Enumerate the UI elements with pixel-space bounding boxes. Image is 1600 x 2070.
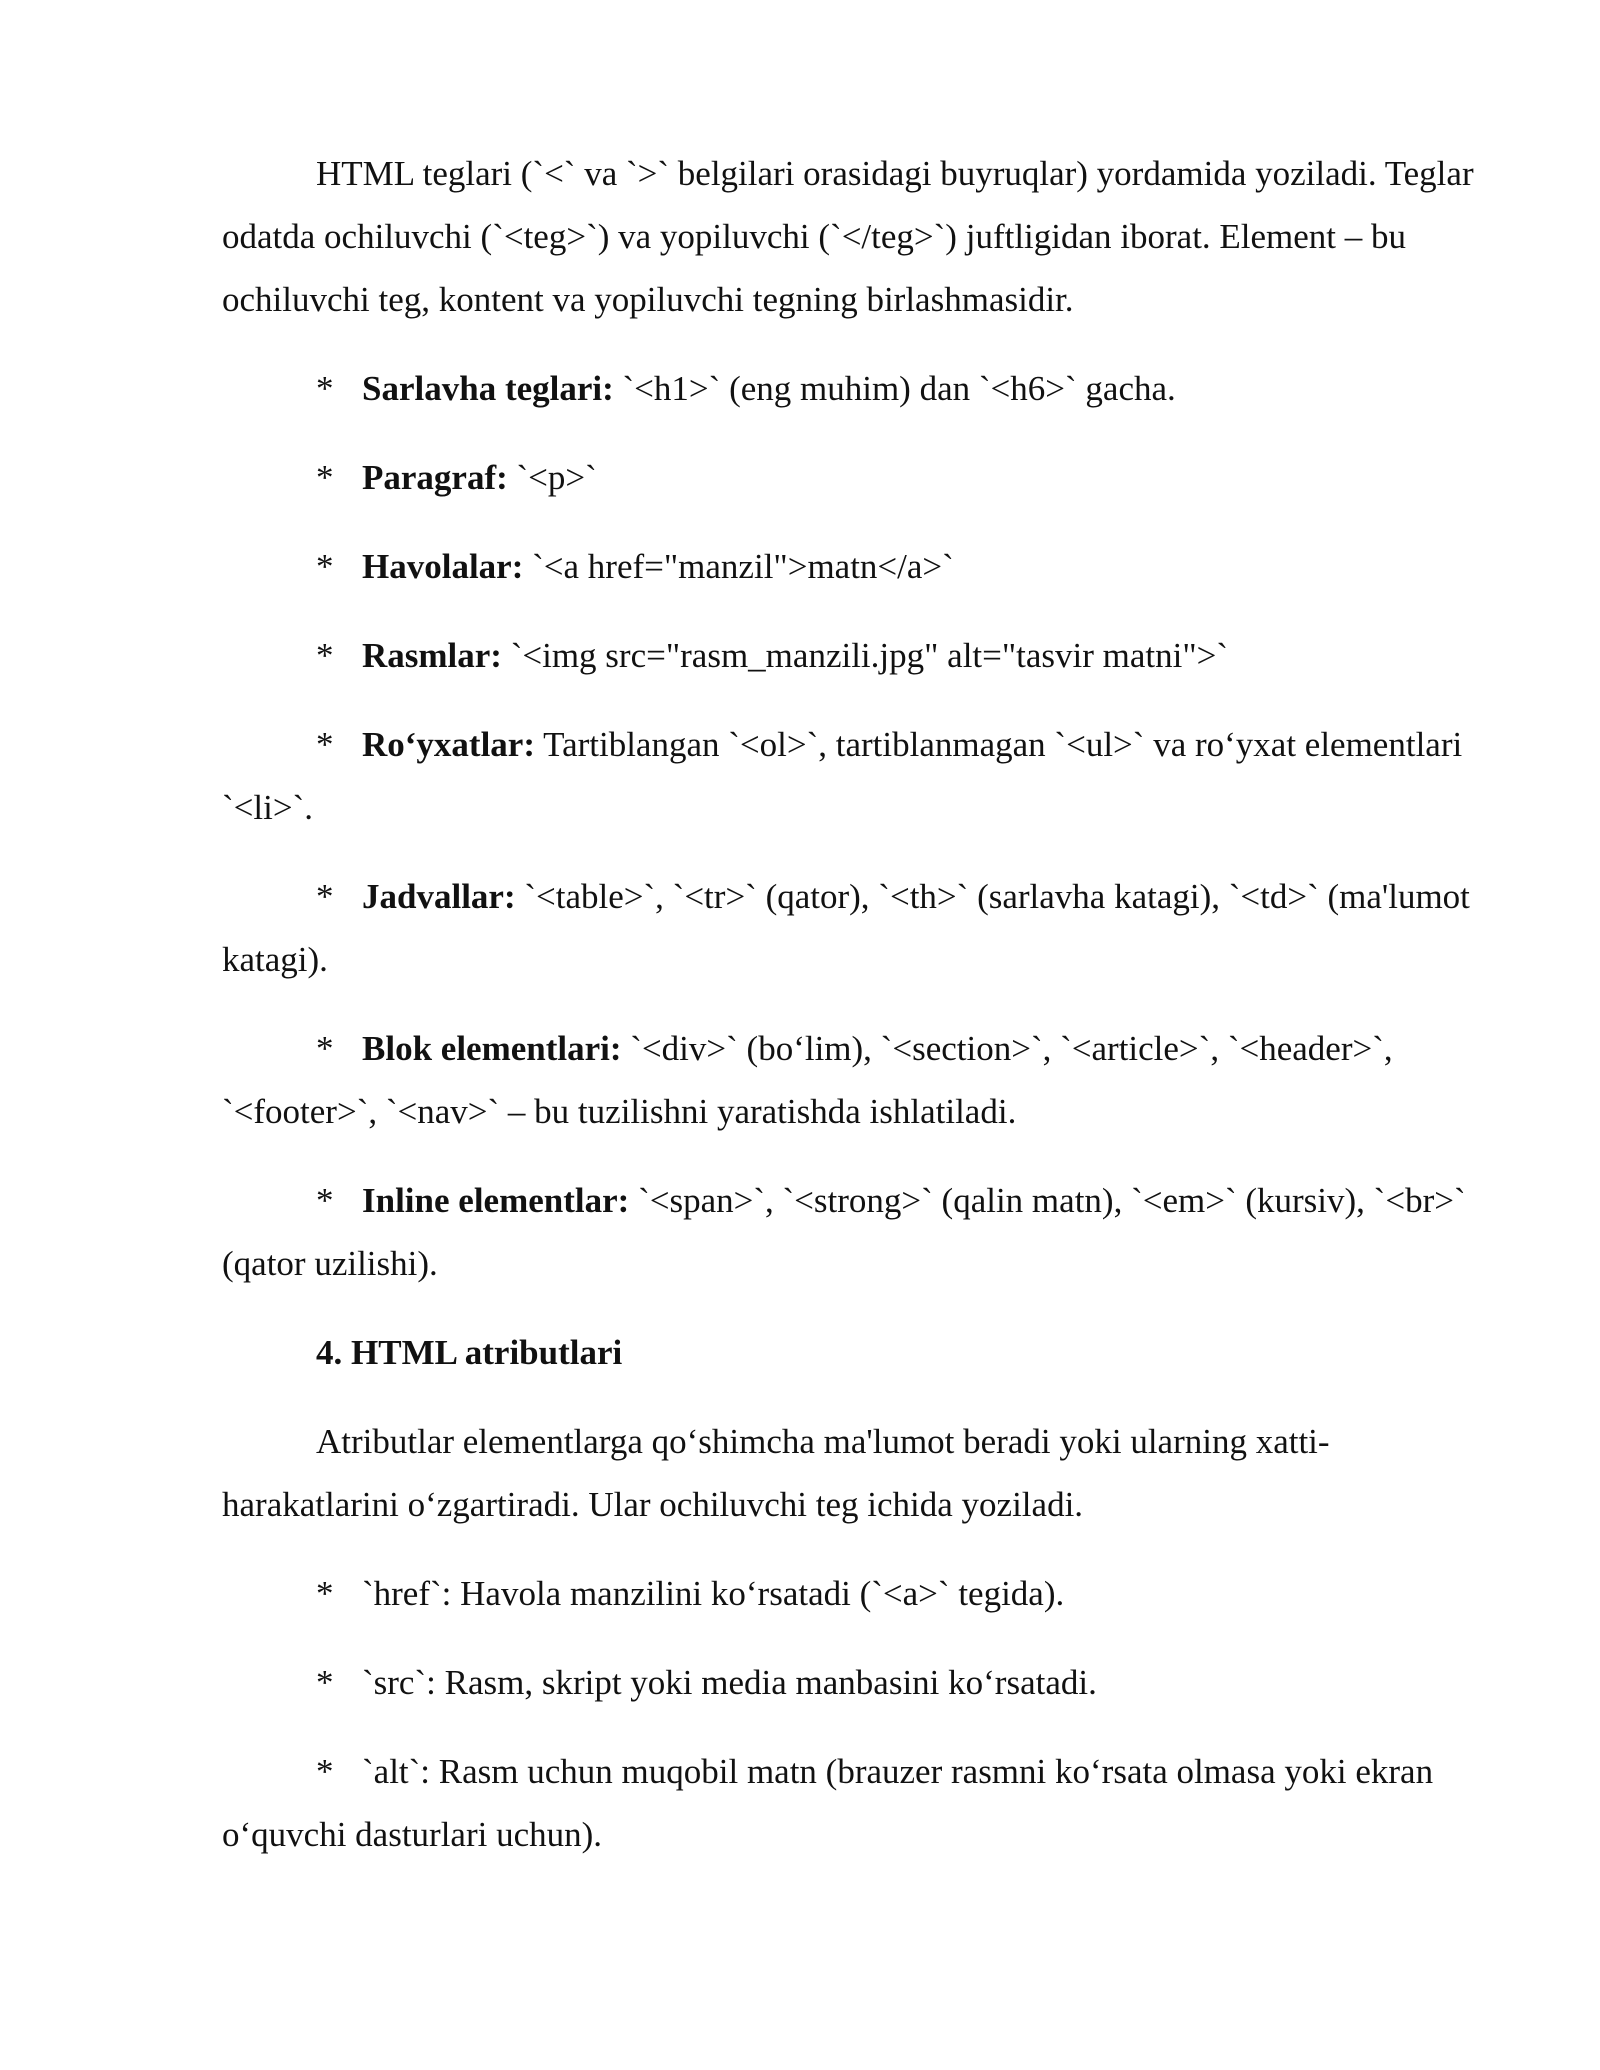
tag-item-text: `<table>`, `<tr>` (qator), `<th>` (sarlavha katagi), `<td>` (ma'lumot katagi). [222,877,1470,979]
tag-item-text: `<img src="rasm_manzili.jpg" alt="tasvir matni">` [501,636,1229,675]
bullet-marker: * [316,877,334,916]
tag-item-links [222,535,1492,598]
tag-item-inline-elements [222,1169,1492,1295]
tag-item-text: `<a href="manzil">matn</a>` [523,547,954,586]
bullet-marker: * [316,636,334,675]
attributes-intro-paragraph: Atributlar elementlarga qo‘shimcha ma'lumot beradi yoki ularning xatti-harakatlarini o‘zgartiradi. Ular ochiluvchi teg ichida yoziladi. [222,1422,1330,1524]
tag-item-text: `<p>` [507,458,597,497]
attribute-item-src [222,1651,1492,1714]
bullet-marker: * [316,1663,334,1702]
tag-item-label: Ro‘yxatlar: [362,725,536,764]
tag-item-lists [222,713,1492,839]
tag-item-label: Havolalar: [362,547,524,586]
tag-item-text: `<span>`, `<strong>` (qalin matn), `<em>` (kursiv), `<br>` (qator uzilishi). [222,1181,1466,1283]
tag-item-tables [222,865,1492,991]
bullet-marker: * [316,458,334,497]
tag-item-label: Sarlavha teglari: [362,369,614,408]
attribute-item-text: `href`: Havola manzilini ko‘rsatadi (`<a>` tegida). [362,1574,1065,1613]
bullet-marker: * [316,369,334,408]
attribute-item-text: `src`: Rasm, skript yoki media manbasini ko‘rsatadi. [362,1663,1097,1702]
tag-item-images [222,624,1492,687]
tag-item-headings [222,357,1492,420]
attribute-item-alt [222,1740,1492,1866]
tag-item-label: Blok elementlari: [362,1029,622,1068]
section-heading: 4. HTML atributlari [316,1333,623,1372]
tag-item-text: `<div>` (bo‘lim), `<section>`, `<article>`, `<header>`, `<footer>`, `<nav>` – bu tuzilishni yaratishda ishlatiladi. [222,1029,1393,1131]
tag-item-text: Tartiblangan `<ol>`, tartiblanmagan `<ul>` va ro‘yxat elementlari `<li>`. [222,725,1463,827]
tag-item-block-elements [222,1017,1492,1143]
bullet-marker: * [316,725,334,764]
document-body [222,142,1492,1892]
intro-paragraph: HTML teglari (`<` va `>` belgilari orasidagi buyruqlar) yordamida yoziladi. Teglar odatda ochiluvchi (`<teg>`) va yopiluvchi (`</teg>`) juftligidan iborat. Element – bu ochiluvchi teg, kontent va yopiluvchi tegning birlashmasidir. [222,154,1474,319]
bullet-marker: * [316,1181,334,1220]
bullet-marker: * [316,1574,334,1613]
tag-item-paragraph [222,446,1492,509]
bullet-marker: * [316,1752,334,1791]
attribute-item-text: `alt`: Rasm uchun muqobil matn (brauzer rasmni ko‘rsata olmasa yoki ekran o‘quvchi dasturlari uchun). [222,1752,1434,1854]
bullet-marker: * [316,1029,334,1068]
attribute-item-href [222,1562,1492,1625]
tag-item-label: Rasmlar: [362,636,502,675]
tag-item-label: Jadvallar: [362,877,516,916]
tag-item-text: `<h1>` (eng muhim) dan `<h6>` gacha. [613,369,1176,408]
tag-item-label: Inline elementlar: [362,1181,630,1220]
bullet-marker: * [316,547,334,586]
tag-item-label: Paragraf: [362,458,508,497]
